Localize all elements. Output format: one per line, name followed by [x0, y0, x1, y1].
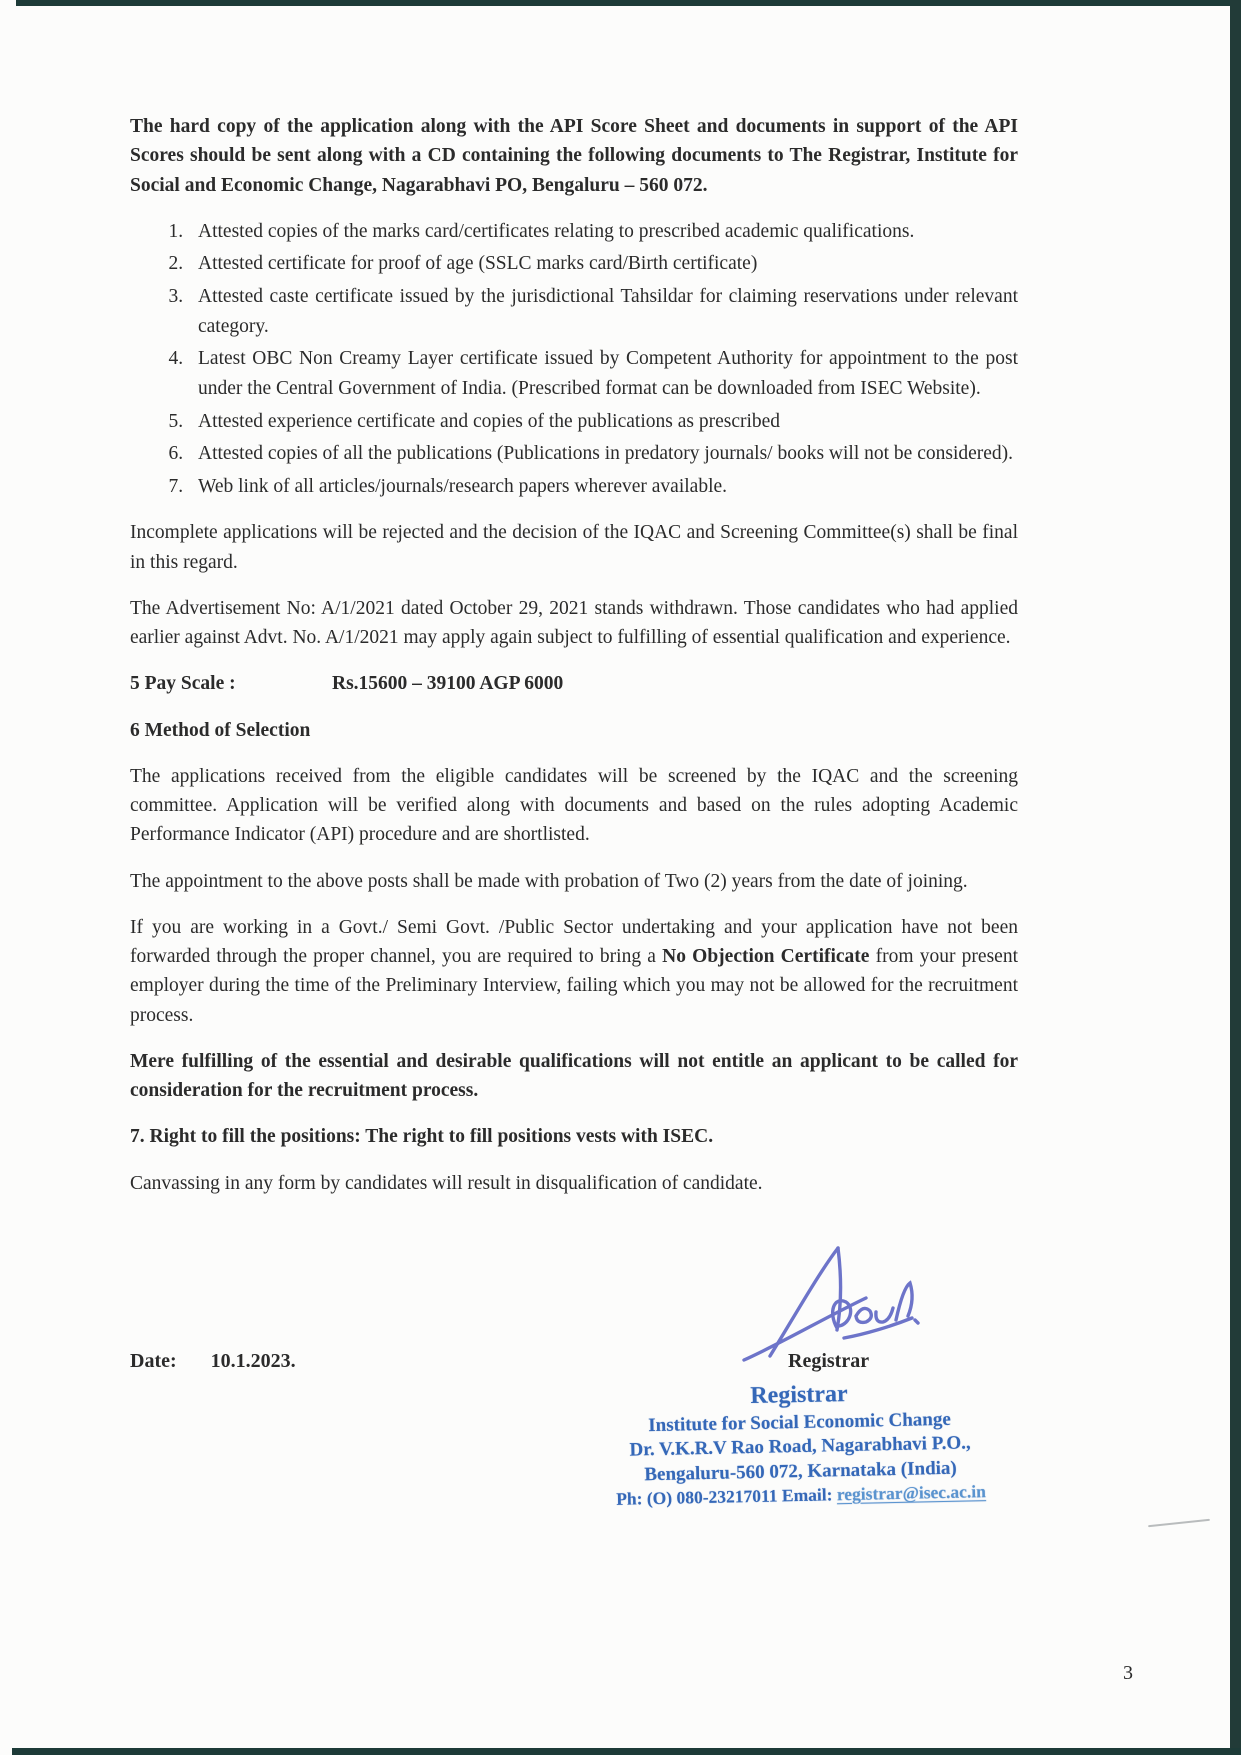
stamp-phone: Ph: (O) 080-23217011 Email:: [615, 1484, 838, 1509]
document-body: [130, 112, 1018, 1215]
mere-fulfilling-paragraph: Mere fulfilling of the essential and desirable qualifications will not entitle an applicant to be called for consideration for the recruitment process.: [130, 1050, 1018, 1102]
noc-paragraph: [130, 913, 1018, 1030]
registrar-stamp: [559, 1377, 1042, 1512]
pay-scale-label: 5 Pay Scale :: [130, 673, 236, 695]
stamp-email: registrar@isec.ac.in: [836, 1481, 987, 1505]
pay-scale-value: Rs.15600 – 39100 AGP 6000: [332, 673, 564, 695]
probation-paragraph: The appointment to the above posts shall be made with probation of Two (2) years from the date of joining.: [130, 870, 968, 892]
list-item: 1. Attested copies of the marks card/certificates relating to prescribed academic qualifications.: [188, 217, 1018, 247]
canvassing-paragraph: Canvassing in any form by candidates will result in disqualification of candidate.: [130, 1172, 763, 1194]
noc-text-after: from your present employer during the time of the Preliminary Interview, failing which you may not be allowed for the recruitment process.: [130, 946, 1018, 1026]
stamp-address-1: Dr. V.K.R.V Rao Road, Nagarabhavi P.O.,: [629, 1432, 971, 1461]
list-item: 5. Attested experience certificate and copies of the publications as prescribed: [188, 407, 1018, 437]
intro-paragraph: The hard copy of the application along with the API Score Sheet and documents in support of the API Scores should be sent along with a CD containing the following documents to The Registrar, Institute for Social and Economic Change, Nagarabhavi PO, Bengaluru – 560 072.: [130, 116, 1018, 196]
registrar-label: Registrar: [788, 1350, 870, 1372]
noc-text-before: If you are working in a Govt./ Semi Govt. /Public Sector undertaking and your application have not been forwarded through the proper channel, you are required to bring a: [130, 916, 1018, 968]
list-item: 4. Latest OBC Non Creamy Layer certificate issued by Competent Authority for appointment to the post under the Central Government of India. (Prescribed format can be downloaded from ISEC Website).: [188, 344, 1018, 403]
screening-paragraph: The applications received from the eligible candidates will be screened by the IQAC and the screening committee. Application will be verified along with documents and based on the rules adopting Academic Performance Indicator (API) procedure and are shortlisted.: [130, 765, 1018, 846]
noc-bold-text: No Objection Certificate: [662, 946, 870, 968]
list-item: 2. Attested certificate for proof of age (SSLC marks card/Birth certificate): [188, 249, 1018, 279]
list-item: 7. Web link of all articles/journals/research papers wherever available.: [188, 472, 1018, 502]
stamp-org: Institute for Social Economic Change: [648, 1408, 952, 1437]
stamp-title: Registrar: [750, 1380, 848, 1410]
right-to-fill-heading: 7. Right to fill the positions: The right to fill positions vests with ISEC.: [130, 1126, 714, 1148]
list-item: 3. Attested caste certificate issued by the jurisdictional Tahsildar for claiming reservations under relevant category.: [188, 282, 1018, 341]
method-of-selection-heading: 6 Method of Selection: [130, 719, 311, 741]
pay-scale-row: [130, 669, 1018, 698]
list-item: 6. Attested copies of all the publications (Publications in predatory journals/ books will not be considered).: [188, 439, 1018, 469]
date-line: [130, 1350, 296, 1373]
registrar-signature: [740, 1240, 940, 1365]
scan-border-top: [16, 0, 1241, 6]
stamp-address-2: Bengaluru-560 072, Karnataka (India): [644, 1457, 957, 1485]
documents-list: [130, 217, 1018, 502]
sign-off-section: [0, 1222, 1241, 1755]
date-value: 10.1.2023.: [210, 1350, 296, 1372]
advertisement-withdrawn-paragraph: The Advertisement No: A/1/2021 dated October 29, 2021 stands withdrawn. Those candidates who had applied earlier against Advt. No. A/1/2021 may apply again subject to fulfilling of essential qualification and experience.: [130, 597, 1018, 649]
incomplete-applications-paragraph: Incomplete applications will be rejected and the decision of the IQAC and Screening Committee(s) shall be final in this regard.: [130, 522, 1018, 573]
page-number: 3: [1123, 1662, 1133, 1684]
date-label: Date:: [130, 1350, 177, 1372]
